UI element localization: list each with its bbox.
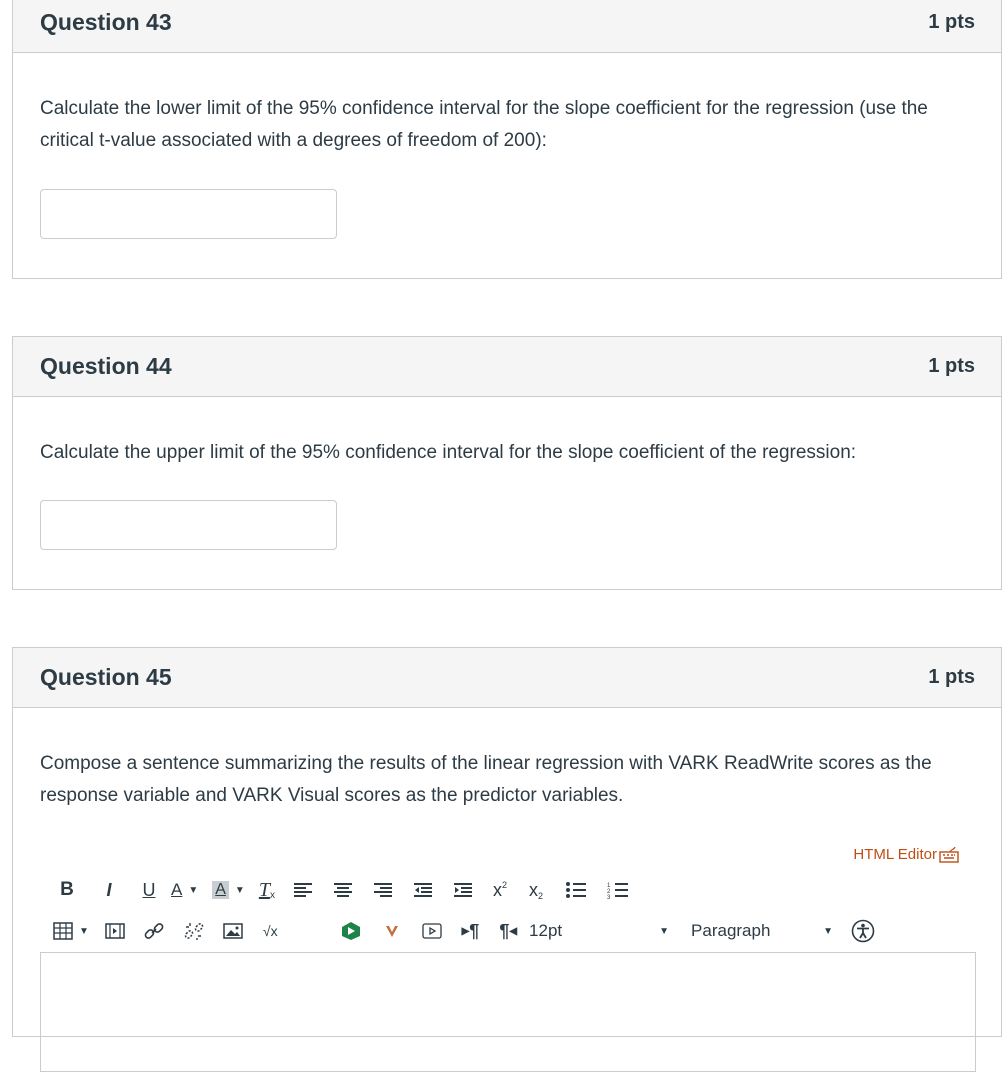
bullet-list-button[interactable]: [565, 876, 587, 904]
question-points: 1 pts: [928, 666, 975, 688]
bold-button[interactable]: [53, 876, 81, 904]
question-title: Question 45: [40, 664, 172, 690]
align-center-button[interactable]: [333, 876, 353, 904]
clear-x-icon: x: [269, 889, 275, 901]
chevron-down-icon: ▼: [188, 884, 199, 896]
table-button[interactable]: [53, 917, 89, 945]
table-icon: [53, 922, 73, 940]
bold-icon: B: [60, 879, 74, 900]
block-format-value: Paragraph: [691, 921, 771, 940]
superscript-2-icon: 2: [501, 880, 507, 890]
question-header: [13, 337, 1001, 397]
text-color-button[interactable]: [171, 876, 198, 904]
ltr-icon: ¶: [469, 920, 480, 941]
rtl-arrow-icon: ◀: [509, 925, 518, 937]
svg-text:1: 1: [606, 883, 611, 889]
ltr-button[interactable]: [462, 917, 480, 945]
html-editor-link[interactable]: [853, 846, 959, 863]
video-icon: [422, 922, 442, 940]
background-color-button[interactable]: [212, 876, 245, 904]
bullet-list-icon: [565, 881, 587, 899]
chevron-down-icon: ▼: [823, 925, 834, 937]
rich-text-editor-area[interactable]: [40, 952, 976, 1072]
question-points: 1 pts: [928, 355, 975, 377]
question-44: [12, 336, 1002, 590]
question-text: Compose a sentence summarizing the results of the linear regression with VARK ReadWrite scores as the response variable and VARK Visual scores as the predictor variables.: [40, 753, 932, 806]
clear-formatting-button[interactable]: [259, 876, 275, 904]
answer-input[interactable]: [40, 500, 337, 550]
keyboard-icon: [939, 847, 959, 863]
outdent-button[interactable]: [413, 876, 433, 904]
editor-toolbar-row-2: [53, 916, 875, 946]
indent-icon: [453, 882, 473, 898]
google-drive-button[interactable]: [340, 917, 362, 945]
ltr-arrow-icon: ▶: [461, 925, 470, 937]
math-button[interactable]: [263, 917, 278, 945]
align-right-icon: [373, 882, 393, 898]
font-size-value: 12pt: [529, 921, 563, 940]
question-title: Question 44: [40, 353, 172, 379]
outdent-icon: [413, 882, 433, 898]
image-icon: [223, 923, 243, 939]
vimeo-button[interactable]: [384, 917, 400, 945]
align-left-icon: [293, 882, 313, 898]
svg-text:2: 2: [606, 889, 611, 895]
vimeo-icon: [384, 923, 400, 939]
underline-button[interactable]: [135, 876, 163, 904]
video-button[interactable]: [422, 917, 442, 945]
superscript-button[interactable]: [493, 876, 507, 904]
accessibility-button[interactable]: [851, 917, 875, 945]
rtl-button[interactable]: [499, 917, 517, 945]
chevron-down-icon: ▼: [659, 925, 670, 937]
subscript-icon: x: [528, 879, 538, 900]
indent-button[interactable]: [453, 876, 473, 904]
question-title: Question 43: [40, 9, 172, 35]
subscript-button[interactable]: [529, 876, 543, 904]
question-43: [12, 0, 1002, 279]
superscript-icon: x: [492, 879, 502, 900]
text-color-icon: A: [171, 880, 183, 899]
subscript-2-icon: 2: [537, 891, 543, 901]
block-format-select[interactable]: [691, 917, 833, 945]
align-center-icon: [333, 882, 353, 898]
unlink-button[interactable]: [183, 917, 205, 945]
media-icon: [105, 923, 125, 939]
question-header: [13, 648, 1001, 708]
link-icon: [143, 921, 165, 941]
question-45: [12, 647, 1002, 1037]
question-text: Calculate the upper limit of the 95% confidence interval for the slope coefficient of the regression:: [40, 442, 857, 463]
question-points: 1 pts: [928, 11, 975, 33]
unlink-icon: [183, 921, 205, 941]
svg-text:3: 3: [606, 895, 611, 899]
italic-button[interactable]: [95, 876, 123, 904]
numbered-list-button[interactable]: [607, 876, 629, 904]
background-color-icon: A: [212, 881, 229, 899]
html-editor-label: HTML Editor: [853, 846, 937, 863]
chevron-down-icon: ▼: [234, 884, 245, 896]
accessibility-icon: [851, 919, 875, 943]
underline-icon: U: [142, 879, 156, 900]
answer-input[interactable]: [40, 189, 337, 239]
font-size-select[interactable]: [529, 917, 669, 945]
editor-toolbar-row-1: [53, 875, 629, 905]
align-right-button[interactable]: [373, 876, 393, 904]
question-text: Calculate the lower limit of the 95% confidence interval for the slope coefficient for the regression (use the critical t-value associated with a degrees of freedom of 200):: [40, 98, 928, 151]
question-header: [13, 0, 1001, 53]
chevron-down-icon: ▼: [79, 925, 89, 937]
math-icon: √x: [262, 923, 278, 939]
media-button[interactable]: [105, 917, 125, 945]
numbered-list-icon: [607, 881, 629, 899]
link-button[interactable]: [143, 917, 165, 945]
google-drive-icon: [340, 921, 362, 941]
align-left-button[interactable]: [293, 876, 313, 904]
image-button[interactable]: [223, 917, 243, 945]
rtl-icon: ¶: [499, 920, 510, 941]
italic-icon: I: [106, 879, 112, 900]
clear-formatting-icon: T: [258, 878, 270, 901]
